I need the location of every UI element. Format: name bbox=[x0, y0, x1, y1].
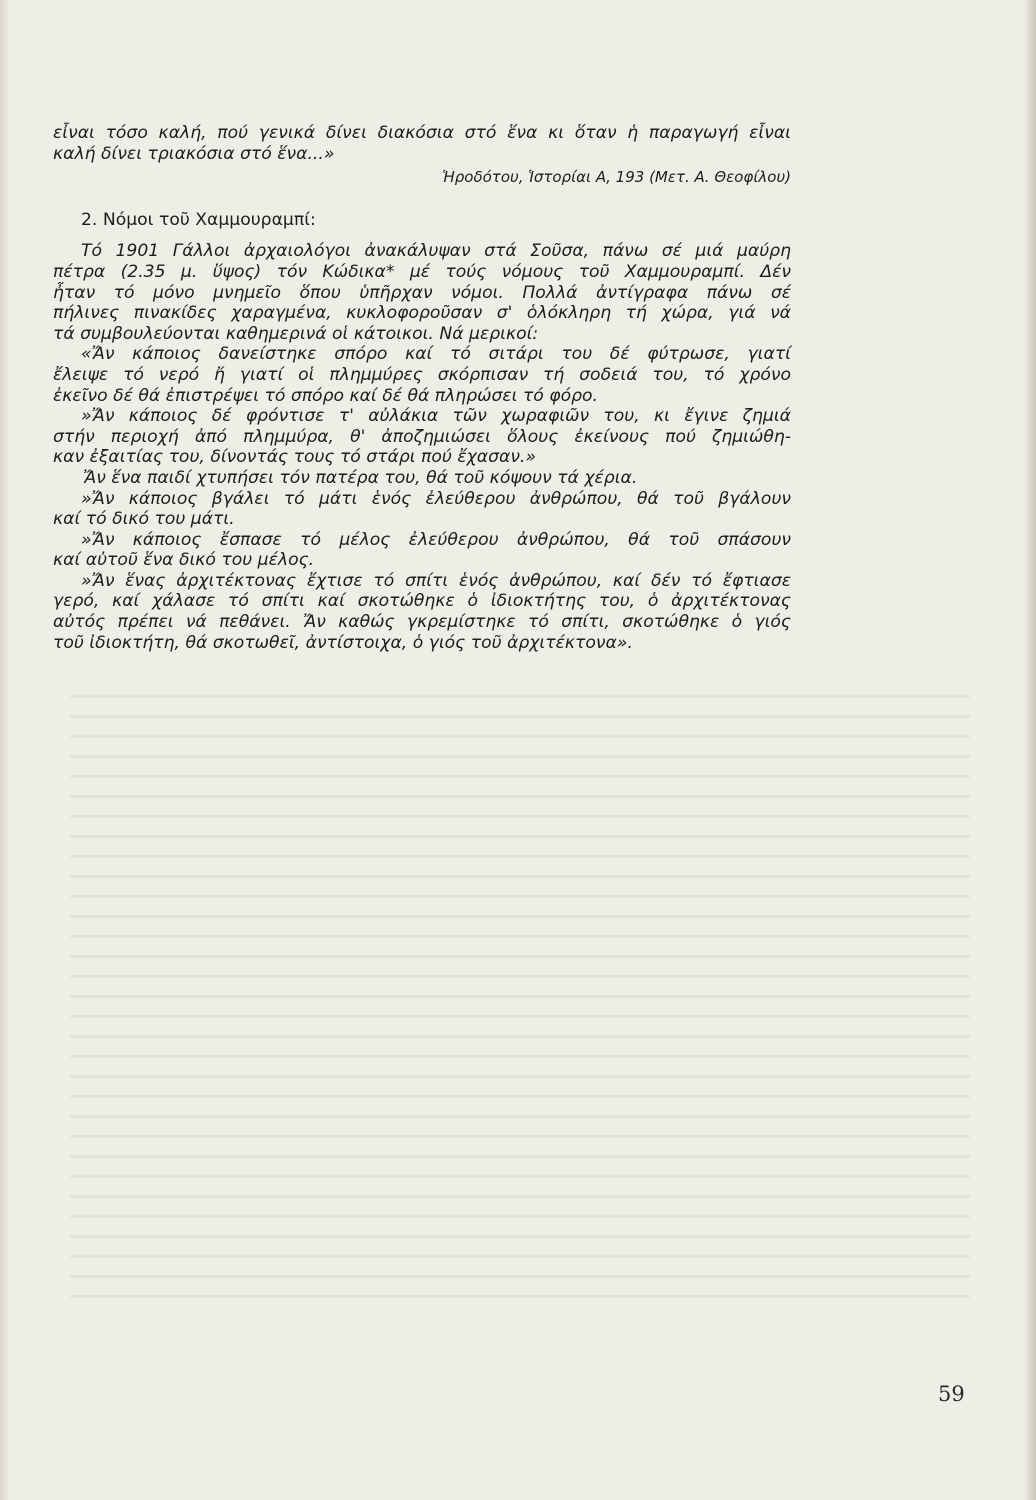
law-line: »Ἄν ἕνας ἀρχιτέκτονας ἔχτισε τό σπίτι ἑνός ἀνθρώπου, καί δέν τό ἔφτιασε bbox=[81, 570, 791, 591]
law-paragraph bbox=[53, 344, 791, 406]
page-body bbox=[53, 123, 791, 653]
law-line: Ἄν ἕνα παιδί χτυπήσει τόν πατέρα του, θά τοῦ κόψουν τά χέρια. bbox=[83, 467, 638, 488]
intro-paragraph bbox=[53, 241, 791, 344]
law-line: »Ἄν κάποιος δέ φρόντισε τ' αὐλάκια τῶν χωραφιῶν του, κι ἔγινε ζημιά bbox=[81, 406, 791, 427]
quote-line: καλή δίνει τριακόσια στό ἕνα...» bbox=[53, 143, 335, 164]
section-heading: 2. Νόμοι τοῦ Χαμμουραμπί: bbox=[81, 209, 316, 230]
intro-line: Τό 1901 Γάλλοι ἀρχαιολόγοι ἀνακάλυψαν στά Σοῦσα, πάνω σέ μιά μαύρη bbox=[81, 241, 791, 262]
law-line: »Ἄν κάποιος ἔσπασε τό μέλος ἐλεύθερου ἀνθρώπου, θά τοῦ σπάσουν bbox=[81, 529, 791, 550]
law-line: »Ἄν κάποιος βγάλει τό μάτι ἑνός ἐλεύθερου ἀνθρώπου, θά τοῦ βγάλουν bbox=[81, 488, 791, 509]
page-edge-left bbox=[0, 0, 10, 1500]
quote-line: εἶναι τόσο καλή, πού γενικά δίνει διακόσια στό ἕνα κι ὅταν ἡ παραγωγή εἶναι bbox=[53, 123, 791, 143]
law-line: «Ἄν κάποιος δανείστηκε σπόρο καί τό σιτάρι του δέ φύτρωσε, γιατί bbox=[81, 344, 791, 365]
law-line: καν ἐξαιτίας του, δίνοντάς τους τό στάρι πού ἔχασαν.» bbox=[53, 447, 537, 468]
law-paragraph bbox=[53, 468, 791, 489]
quote-attribution: Ἡροδότου, Ἱστορίαι Α, 193 (Μετ. Α. Θεοφίλου) bbox=[442, 168, 791, 187]
law-paragraph bbox=[53, 406, 791, 468]
intro-line: πήλινες πινακίδες χαραγμένα, κυκλοφοροῦσαν σ' ὁλόκληρη τή χώρα, γιά νά bbox=[53, 303, 791, 324]
intro-line: ἦταν τό μόνο μνημεῖο ὅπου ὑπῆρχαν νόμοι. Πολλά ἀντίγραφα πάνω σέ bbox=[53, 282, 791, 303]
law-line: τοῦ ἰδιοκτήτη, θά σκοτωθεῖ, ἀντίστοιχα, ὁ γιός τοῦ ἀρχιτέκτονα». bbox=[53, 632, 633, 653]
law-line: στήν περιοχή ἀπό πλημμύρα, θ' ἀποζημιώσει ὅλους ἐκείνους πού ζημιώθη- bbox=[53, 426, 791, 447]
law-line: καί τό δικό του μάτι. bbox=[53, 509, 235, 530]
law-line: ἐκεῖνο δέ θά ἐπιστρέψει τό σπόρο καί δέ θά πληρώσει τό φόρο. bbox=[53, 385, 599, 406]
law-paragraph bbox=[53, 530, 791, 571]
law-line: ἔλειψε τό νερό ἤ γιατί οἱ πλημμύρες σκόρπισαν τή σοδειά του, τό χρόνο bbox=[53, 364, 791, 385]
law-line: καί αὐτοῦ ἕνα δικό του μέλος. bbox=[53, 550, 315, 571]
law-line: γερό, καί χάλασε τό σπίτι καί σκοτώθηκε ὁ ἰδιοκτήτης του, ὁ ἀρχιτέκτονας bbox=[53, 591, 791, 612]
page-number: 59 bbox=[938, 1382, 965, 1406]
law-line: αὐτός πρέπει νά πεθάνει. Ἄν καθώς γκρεμίστηκε τό σπίτι, σκοτώθηκε ὁ γιός bbox=[53, 612, 791, 633]
law-paragraph bbox=[53, 489, 791, 530]
intro-line: τά συμβουλεύονται καθημερινά οἱ κάτοικοι. Νά μερικοί: bbox=[53, 323, 539, 344]
law-paragraph bbox=[53, 571, 791, 653]
intro-line: πέτρα (2.35 μ. ὕψος) τόν Κώδικα* μέ τούς νόμους τοῦ Χαμμουραμπί. Δέν bbox=[53, 261, 791, 282]
bleed-through-text bbox=[70, 695, 970, 1315]
page-edge-right bbox=[1024, 0, 1036, 1500]
